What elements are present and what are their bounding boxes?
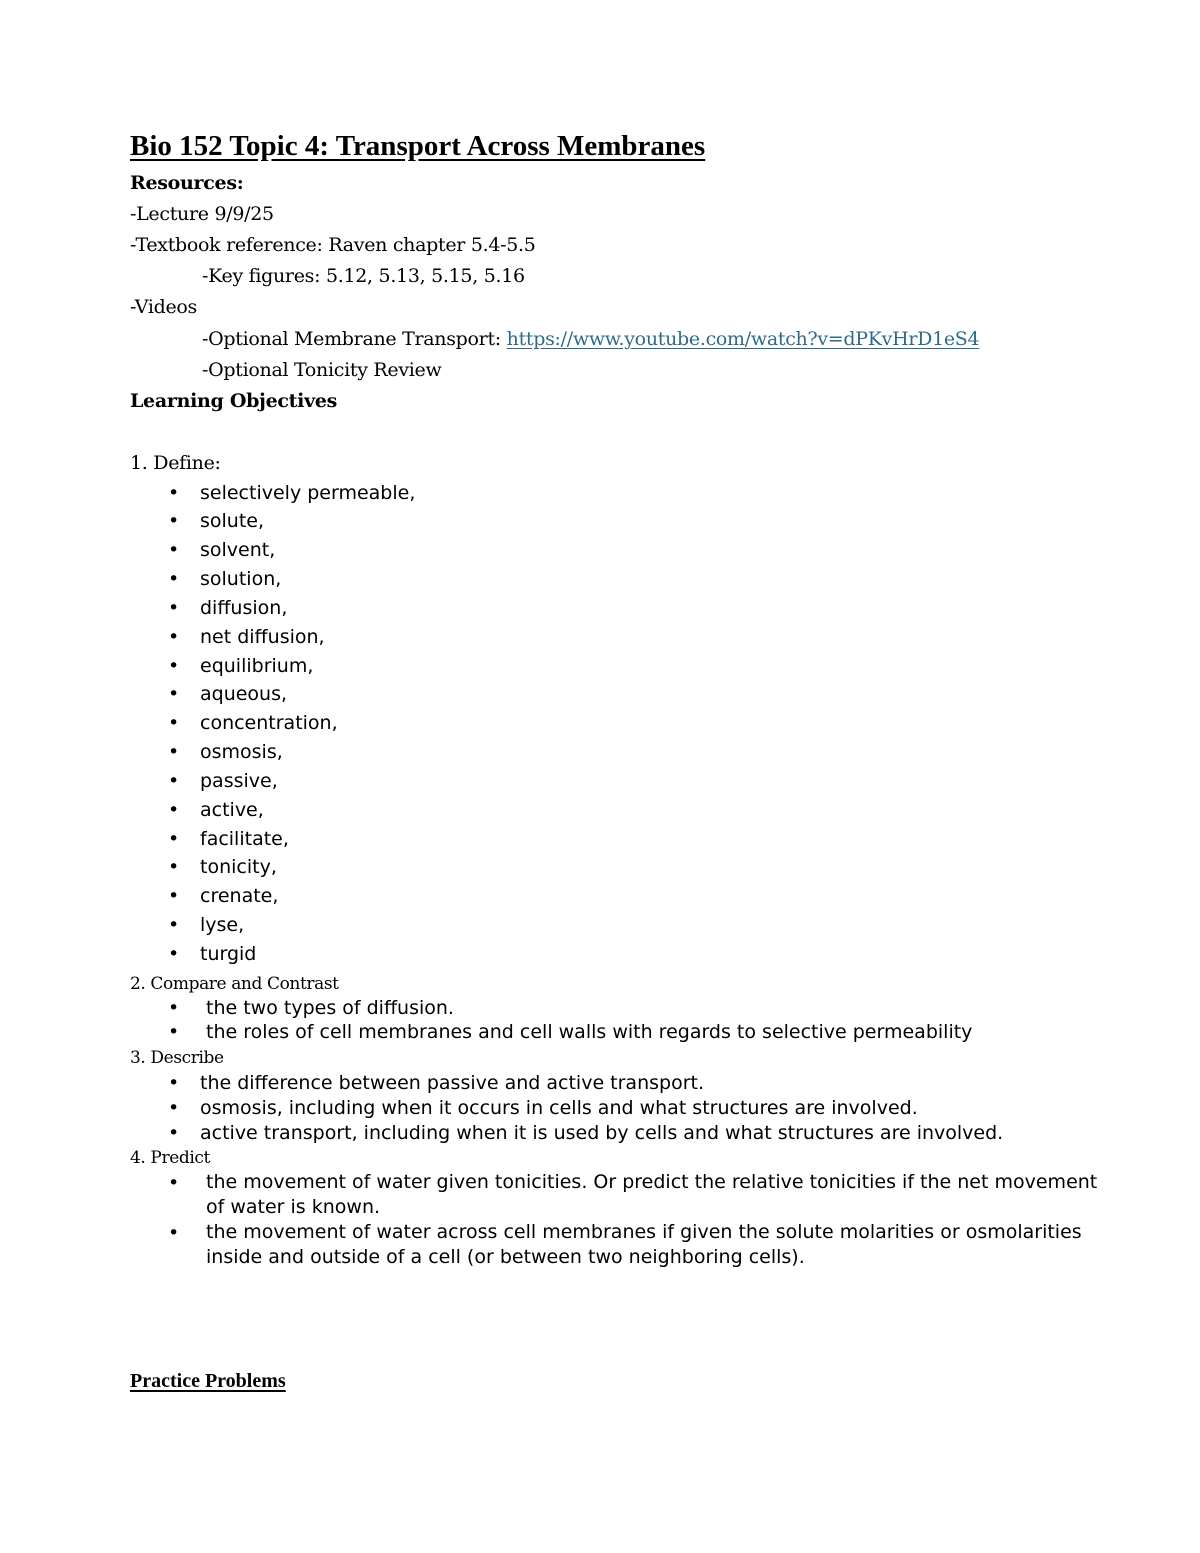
resources-heading: Resources: [130, 172, 244, 194]
bullet-icon: • [168, 1222, 180, 1244]
practice-problems-heading: Practice Problems [130, 1370, 286, 1392]
bullet-icon: • [168, 510, 180, 532]
bullet-icon: • [168, 655, 180, 677]
bullet-icon: • [168, 828, 180, 850]
bullet-icon: • [168, 997, 180, 1019]
bullet-icon: • [168, 1172, 180, 1194]
resource-textbook: -Textbook reference: Raven chapter 5.4-5.5 [130, 234, 536, 256]
bullet-icon: • [168, 885, 180, 907]
predict-label: 4. Predict [130, 1148, 210, 1168]
document-page: Bio 152 Topic 4: Transport Across Membranes Resources: -Lecture 9/9/25 -Textbook reference: Raven chapter 5.4-5.5 -Key figures: 5.12, 5.13, 5.15, 5.16 -Videos -Optional Membrane Transport: https://www.youtube.com/watch?v=dPKvHrD1eS4 -Optional Tonicity Review Learning Objectives 1. Define: • selectively permeable, • solute, • solvent, • solution, • diffusion, • net diffusion, • equilibrium, • aqueous, • concentration, • osmosis, • passive, • active, • facilitate, • tonicity, • crenate, • lyse, • turgid 2. Compare and Contrast • the two types of diffusion. • the roles of cell membranes and cell walls with regards to selective permeability 3. Describe • the difference between passive and active transport. • osmosis, including when it occurs in cells and what structures are involved. • active transport, including when it is used by cells and what structures are involved. 4. Predict • the movement of water given tonicities. Or predict the relative tonicities if the net movement of water is known. • the movement of water across cell membranes if given the solute molarities or osmolarities inside and outside of a cell (or between two neighboring cells). Practice Problems [0, 0, 1200, 1553]
bullet-icon: • [168, 1097, 180, 1119]
bullet-icon: • [168, 482, 180, 504]
video-membrane-transport-link[interactable]: https://www.youtube.com/watch?v=dPKvHrD1eS4 [506, 328, 980, 350]
resource-lecture: -Lecture 9/9/25 [130, 203, 274, 225]
page-title: Bio 152 Topic 4: Transport Across Membranes [130, 130, 706, 162]
bullet-icon: • [168, 1122, 180, 1144]
bullet-icon: • [168, 856, 180, 878]
bullet-icon: • [168, 568, 180, 590]
bullet-icon: • [168, 683, 180, 705]
bullet-icon: • [168, 1021, 180, 1043]
compare-label: 2. Compare and Contrast [130, 974, 339, 994]
bullet-icon: • [168, 943, 180, 965]
resource-key-figures: -Key figures: 5.12, 5.13, 5.15, 5.16 [202, 265, 525, 287]
bullet-icon: • [168, 799, 180, 821]
bullet-icon: • [168, 741, 180, 763]
bullet-icon: • [168, 770, 180, 792]
bullet-icon: • [168, 1072, 180, 1094]
define-label: 1. Define: [130, 452, 221, 474]
list-item: the movement of water across cell membranes if given the solute molarities or osmolarities inside and outside of a cell (or between two neighboring cells). [206, 1221, 1082, 1268]
video-membrane-transport-label: -Optional Membrane Transport: [202, 328, 507, 350]
resource-video-tonicity: -Optional Tonicity Review [202, 359, 442, 381]
bullet-icon: • [168, 539, 180, 561]
bullet-icon: • [168, 712, 180, 734]
list-item: the movement of water given tonicities. Or predict the relative tonicities if the net movement of water is known. [206, 1171, 1098, 1218]
bullet-icon: • [168, 597, 180, 619]
learning-objectives-heading: Learning Objectives [130, 390, 338, 412]
describe-label: 3. Describe [130, 1048, 224, 1068]
resource-videos: -Videos [130, 296, 197, 318]
resource-video-membrane-transport [202, 326, 979, 352]
bullet-icon: • [168, 914, 180, 936]
bullet-icon: • [168, 626, 180, 648]
